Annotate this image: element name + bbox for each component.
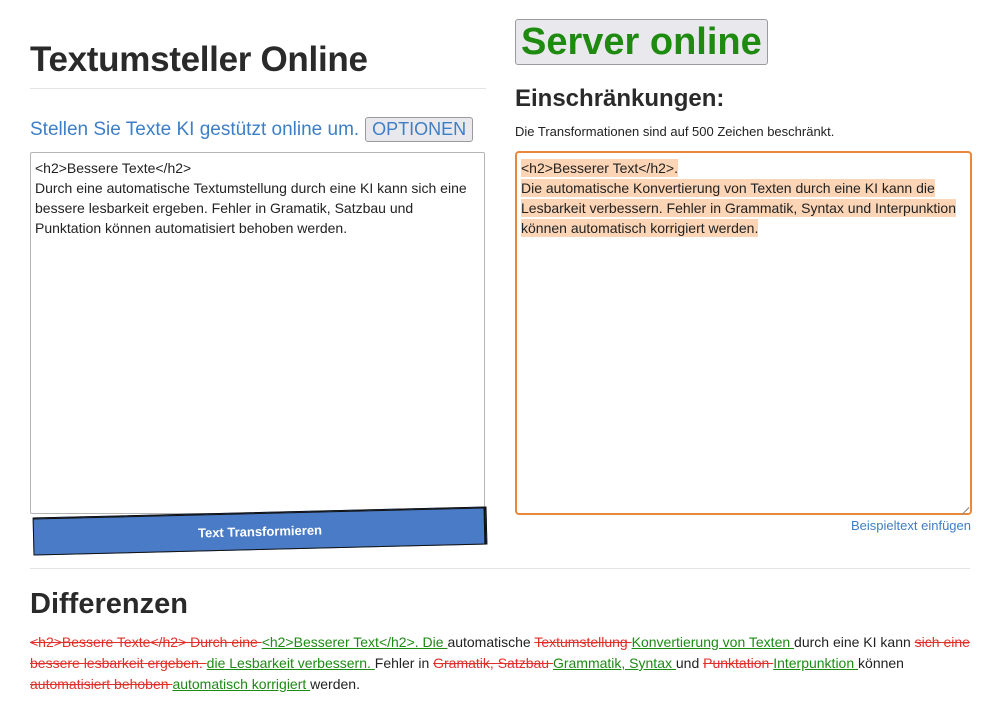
diff-deleted-segment: Gramatik, Satzbau — [433, 655, 553, 671]
insert-example-link[interactable]: Beispieltext einfügen — [851, 518, 971, 533]
diff-unchanged-segment: automatische — [447, 634, 535, 650]
restrictions-heading: Einschränkungen: — [515, 85, 725, 112]
diff-inserted-segment: automatisch korrigiert — [172, 676, 311, 692]
diff-inserted-segment: die Lesbarkeit verbessern. — [206, 655, 375, 671]
diff-unchanged-segment: und — [675, 655, 704, 671]
diff-deleted-segment: <h2>Bessere Texte</h2> Durch eine — [30, 634, 262, 650]
output-resize-handle-icon[interactable] — [959, 500, 969, 510]
diff-deleted-segment: sich eine bessere lesbarkeit ergeben. — [30, 634, 970, 671]
diff-heading: Differenzen — [30, 588, 188, 620]
output-textarea[interactable] — [515, 151, 972, 515]
diff-unchanged-segment: Fehler in — [374, 655, 434, 671]
page-title: Textumsteller Online — [30, 40, 368, 79]
output-line: <h2>Besserer Text</h2>. — [521, 160, 678, 176]
server-status-badge[interactable]: Server online — [515, 19, 768, 65]
diff-inserted-segment: Interpunktion — [773, 655, 859, 671]
diff-deleted-segment: Textumstellung — [534, 634, 632, 650]
input-textarea[interactable] — [30, 152, 485, 514]
diff-deleted-segment: automatisiert behoben — [30, 676, 173, 692]
subtitle: Stellen Sie Texte KI gestützt online um. — [30, 118, 360, 140]
diff-unchanged-segment: können — [858, 655, 904, 671]
diff-deleted-segment: Punktation — [703, 655, 774, 671]
diff-unchanged-segment: durch eine KI kann — [794, 634, 915, 650]
subtitle-row — [30, 117, 473, 142]
transform-button[interactable]: Text Transformieren — [33, 506, 488, 555]
diff-inserted-segment: Konvertierung von Texten — [631, 634, 795, 650]
output-line: Lesbarkeit verbessern. Fehler in Grammatik, Syntax und Interpunktion — [521, 200, 956, 216]
output-line: Die automatische Konvertierung von Texten durch eine KI kann die — [521, 180, 935, 196]
restrictions-text: Die Transformationen sind auf 500 Zeichen beschränkt. — [515, 124, 835, 139]
diff-text — [30, 632, 975, 695]
diff-inserted-segment: Grammatik, Syntax — [552, 655, 676, 671]
title-divider — [30, 88, 486, 89]
section-divider — [30, 568, 970, 569]
diff-inserted-segment: <h2>Besserer Text</h2>. Die — [261, 634, 448, 650]
diff-unchanged-segment: werden. — [310, 676, 360, 692]
output-line: können automatisch korrigiert werden. — [521, 220, 759, 236]
options-button[interactable]: OPTIONEN — [365, 117, 473, 142]
